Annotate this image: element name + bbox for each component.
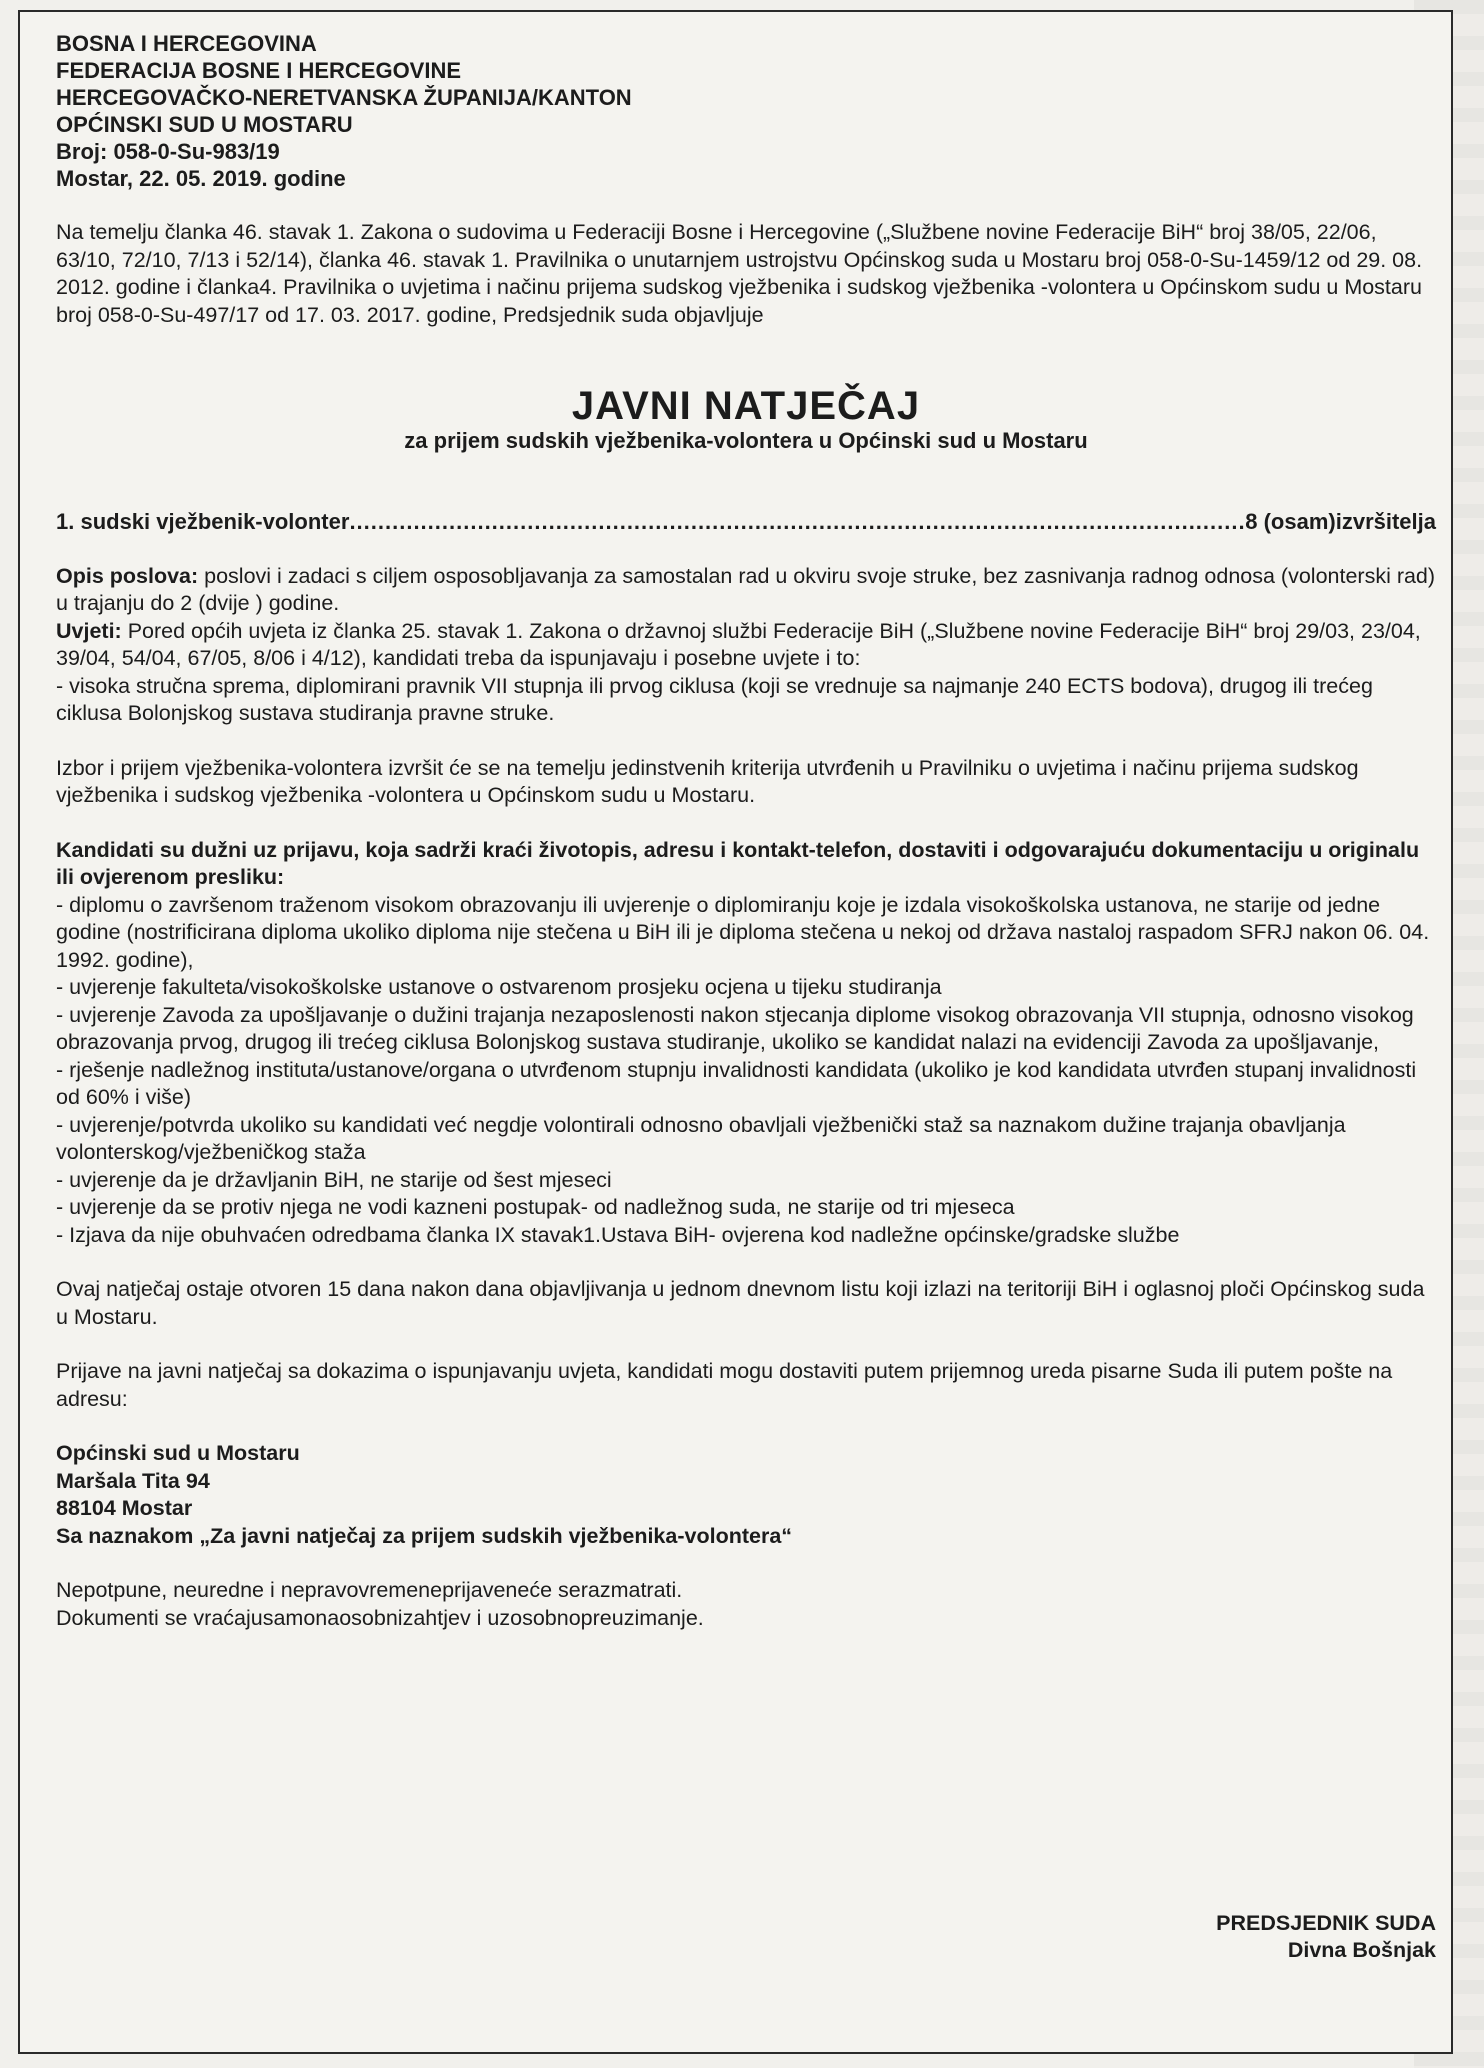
intro-paragraph: Na temelju članka 46. stavak 1. Zakona o sudovima u Federaciji Bosne i Hercegovine („Službene novine Federacije BiH“ broj 38/05, 22/06, 63/10, 72/10, 7/13 i 52/14), članka 46. stavak 1. Pravilnika o unutarnjem ustrojstvu Općinskog suda u Mostaru broj 058-0-Su-1459/12 od 29. 08. 2012. godine i članka4. Pravilnika o uvjetima i načinu prijema sudskog vježbenika i sudskog vježbenika -volontera u Općinskom sudu u Mostaru broj 058-0-Su-497/17 od 17. 03. 2017. godine, Predsjednik suda objavljuje	[56, 220, 1423, 327]
open-period-paragraph: Ovaj natječaj ostaje otvoren 15 dana nakon dana objavljivanja u jednom dnevnom listu koji izlazi na teritoriji BiH i oglasnoj ploči Općinskog suda u Mostaru.	[56, 1277, 1425, 1329]
signature-block	[1216, 1910, 1436, 1964]
notice-content	[56, 30, 1436, 1962]
address-city: 88104 Mostar	[56, 1496, 193, 1520]
document-list-item: - uvjerenje Zavoda za upošljavanje o dužini trajanja nezaposlenosti nakon stjecanja diplome visokog obrazovanja VII stupnja, odnosno visokog obrazovanja prvog, drugog ili trećeg ciklusa Bolonjskog sustava studiranje, ukoliko se kandidat nalazi na evidenciji Zavoda za upošljavanje,	[56, 1002, 1414, 1054]
document-list-item: - uvjerenje da se protiv njega ne vodi kazneni postupak- od nadležnog suda, ne starije od tri mjeseca	[56, 1195, 1015, 1219]
court-header	[56, 30, 1436, 192]
document-list-item: - uvjerenje fakulteta/visokoškolske ustanove o ostvarenom prosjeku ocjena u tijeku studiranja	[56, 975, 942, 999]
position-line	[56, 508, 1436, 536]
address-court: Općinski sud u Mostaru	[56, 1441, 300, 1465]
document-list-item: - rješenje nadležnog instituta/ustanove/organa o utvrđenom stupnju invalidnosti kandidata (ukoliko je kod kandidata utvrđen stupanj invalidnosti od 60% i više)	[56, 1057, 1417, 1109]
closing-line-2: Dokumenti se vraćajusamonaosobnizahtjev i uzosobnopreuzimanje.	[56, 1605, 704, 1630]
header-court: OPĆINSKI SUD U MOSTARU	[56, 112, 353, 137]
address-note: Sa naznakom „Za javni natječaj za prijem sudskih vježbenika-volontera“	[56, 1523, 793, 1548]
izbor-paragraph: Izbor i prijem vježbenika-volontera izvršit će se na temelju jedinstvenih kriterija utvrđenih u Pravilniku o uvjetima i načinu prijema sudskog vježbenika i sudskog vježbenika -volontera u Općinskom sudu u Mostaru.	[56, 755, 1359, 807]
header-date: Mostar, 22. 05. 2019. godine	[56, 166, 346, 191]
court-address	[56, 1440, 1436, 1550]
document-list-item: - Izjava da nije obuhvaćen odredbama članka IX stavak1.Ustava BiH- ovjerena kod nadležne općinske/gradske službe	[56, 1222, 1180, 1247]
opis-text: poslovi i zadaci s ciljem osposobljavanja za samostalan rad u okviru svoje struke, bez zasnivanja radnog odnosa (volonterski rad) u trajanju do 2 (dvije ) godine.	[56, 563, 1436, 615]
page-subtitle: za prijem sudskih vježbenika-volontera u Općinski sud u Mostaru	[404, 428, 1088, 453]
document-list-item: - uvjerenje da je državljanin BiH, ne starije od šest mjeseci	[56, 1167, 612, 1192]
closing-notes	[56, 1577, 1436, 1632]
submission-paragraph: Prijave na javni natječaj sa dokazima o ispunjavanju uvjeta, kandidati mogu dostaviti putem prijemnog ureda pisarne Suda ili putem pošte na adresu:	[56, 1359, 1393, 1411]
closing-line-1: Nepotpune, neuredne i nepravovremeneprijaveneće serazmatrati.	[56, 1578, 683, 1602]
header-country: BOSNA I HERCEGOVINA	[56, 31, 317, 56]
kandidati-heading: Kandidati su dužni uz prijavu, koja sadrži kraći životopis, adresu i kontakt-telefon, dostaviti i odgovarajuću dokumentaciju u originalu ili ovjerenom presliku:	[56, 837, 1420, 889]
uvjeti-paragraph	[56, 618, 1436, 673]
header-canton: HERCEGOVAČKO-NERETVANSKA ŽUPANIJA/KANTON	[56, 85, 632, 110]
document-list-item: - diplomu o završenom traženom visokom obrazovanju ili uvjerenje o diplomiranju koje je izdala visokoškolska ustanova, ne starije od jedne godine (nostrificirana diploma ukoliko diploma nije stečena u BiH ili je diploma stečena u nekoj od država nastaloj raspadom SFRJ nakon 06. 04. 1992. godine),	[56, 892, 1430, 972]
uvjeti-item: - visoka stručna sprema, diplomirani pravnik VII stupnja ili prvog ciklusa (koji se vrednuje sa najmanje 240 ECTS bodova), drugog ili trećeg ciklusa Bolonjskog sustava studiranja pravne struke.	[56, 673, 1373, 725]
signature-title: PREDSJEDNIK SUDA	[1216, 1911, 1436, 1935]
opis-paragraph	[56, 563, 1436, 618]
position-count: 8 (osam)izvršitelja	[1245, 509, 1436, 534]
position-leader-dots	[349, 508, 1245, 536]
opis-label: Opis poslova:	[56, 563, 199, 588]
position-label: 1. sudski vježbenik-volonter	[56, 509, 350, 534]
uvjeti-text: Pored općih uvjeta iz članka 25. stavak 1. Zakona o državnoj službi Federacije BiH („Službene novine Federacije BiH“ broj 29/03, 23/04, 39/04, 54/04, 67/05, 8/06 i 4/12), kandidati treba da ispunjavaju i posebne uvjete i to:	[56, 618, 1421, 670]
notice-frame	[18, 10, 1453, 2054]
header-federation: FEDERACIJA BOSNE I HERCEGOVINE	[56, 58, 462, 83]
uvjeti-label: Uvjeti:	[56, 618, 122, 643]
page-title: JAVNI NATJEČAJ	[571, 384, 921, 428]
address-street: Maršala Tita 94	[56, 1468, 210, 1493]
header-number: Broj: 058-0-Su-983/19	[56, 139, 280, 164]
signature-name: Divna Bošnjak	[1287, 1938, 1436, 1962]
document-list-item: - uvjerenje/potvrda ukoliko su kandidati već negdje volontirali odnosno obavljali vježbenički staž sa naznakom dužine trajanja obavljanja volonterskog/vježbeničkog staža	[56, 1112, 1346, 1164]
